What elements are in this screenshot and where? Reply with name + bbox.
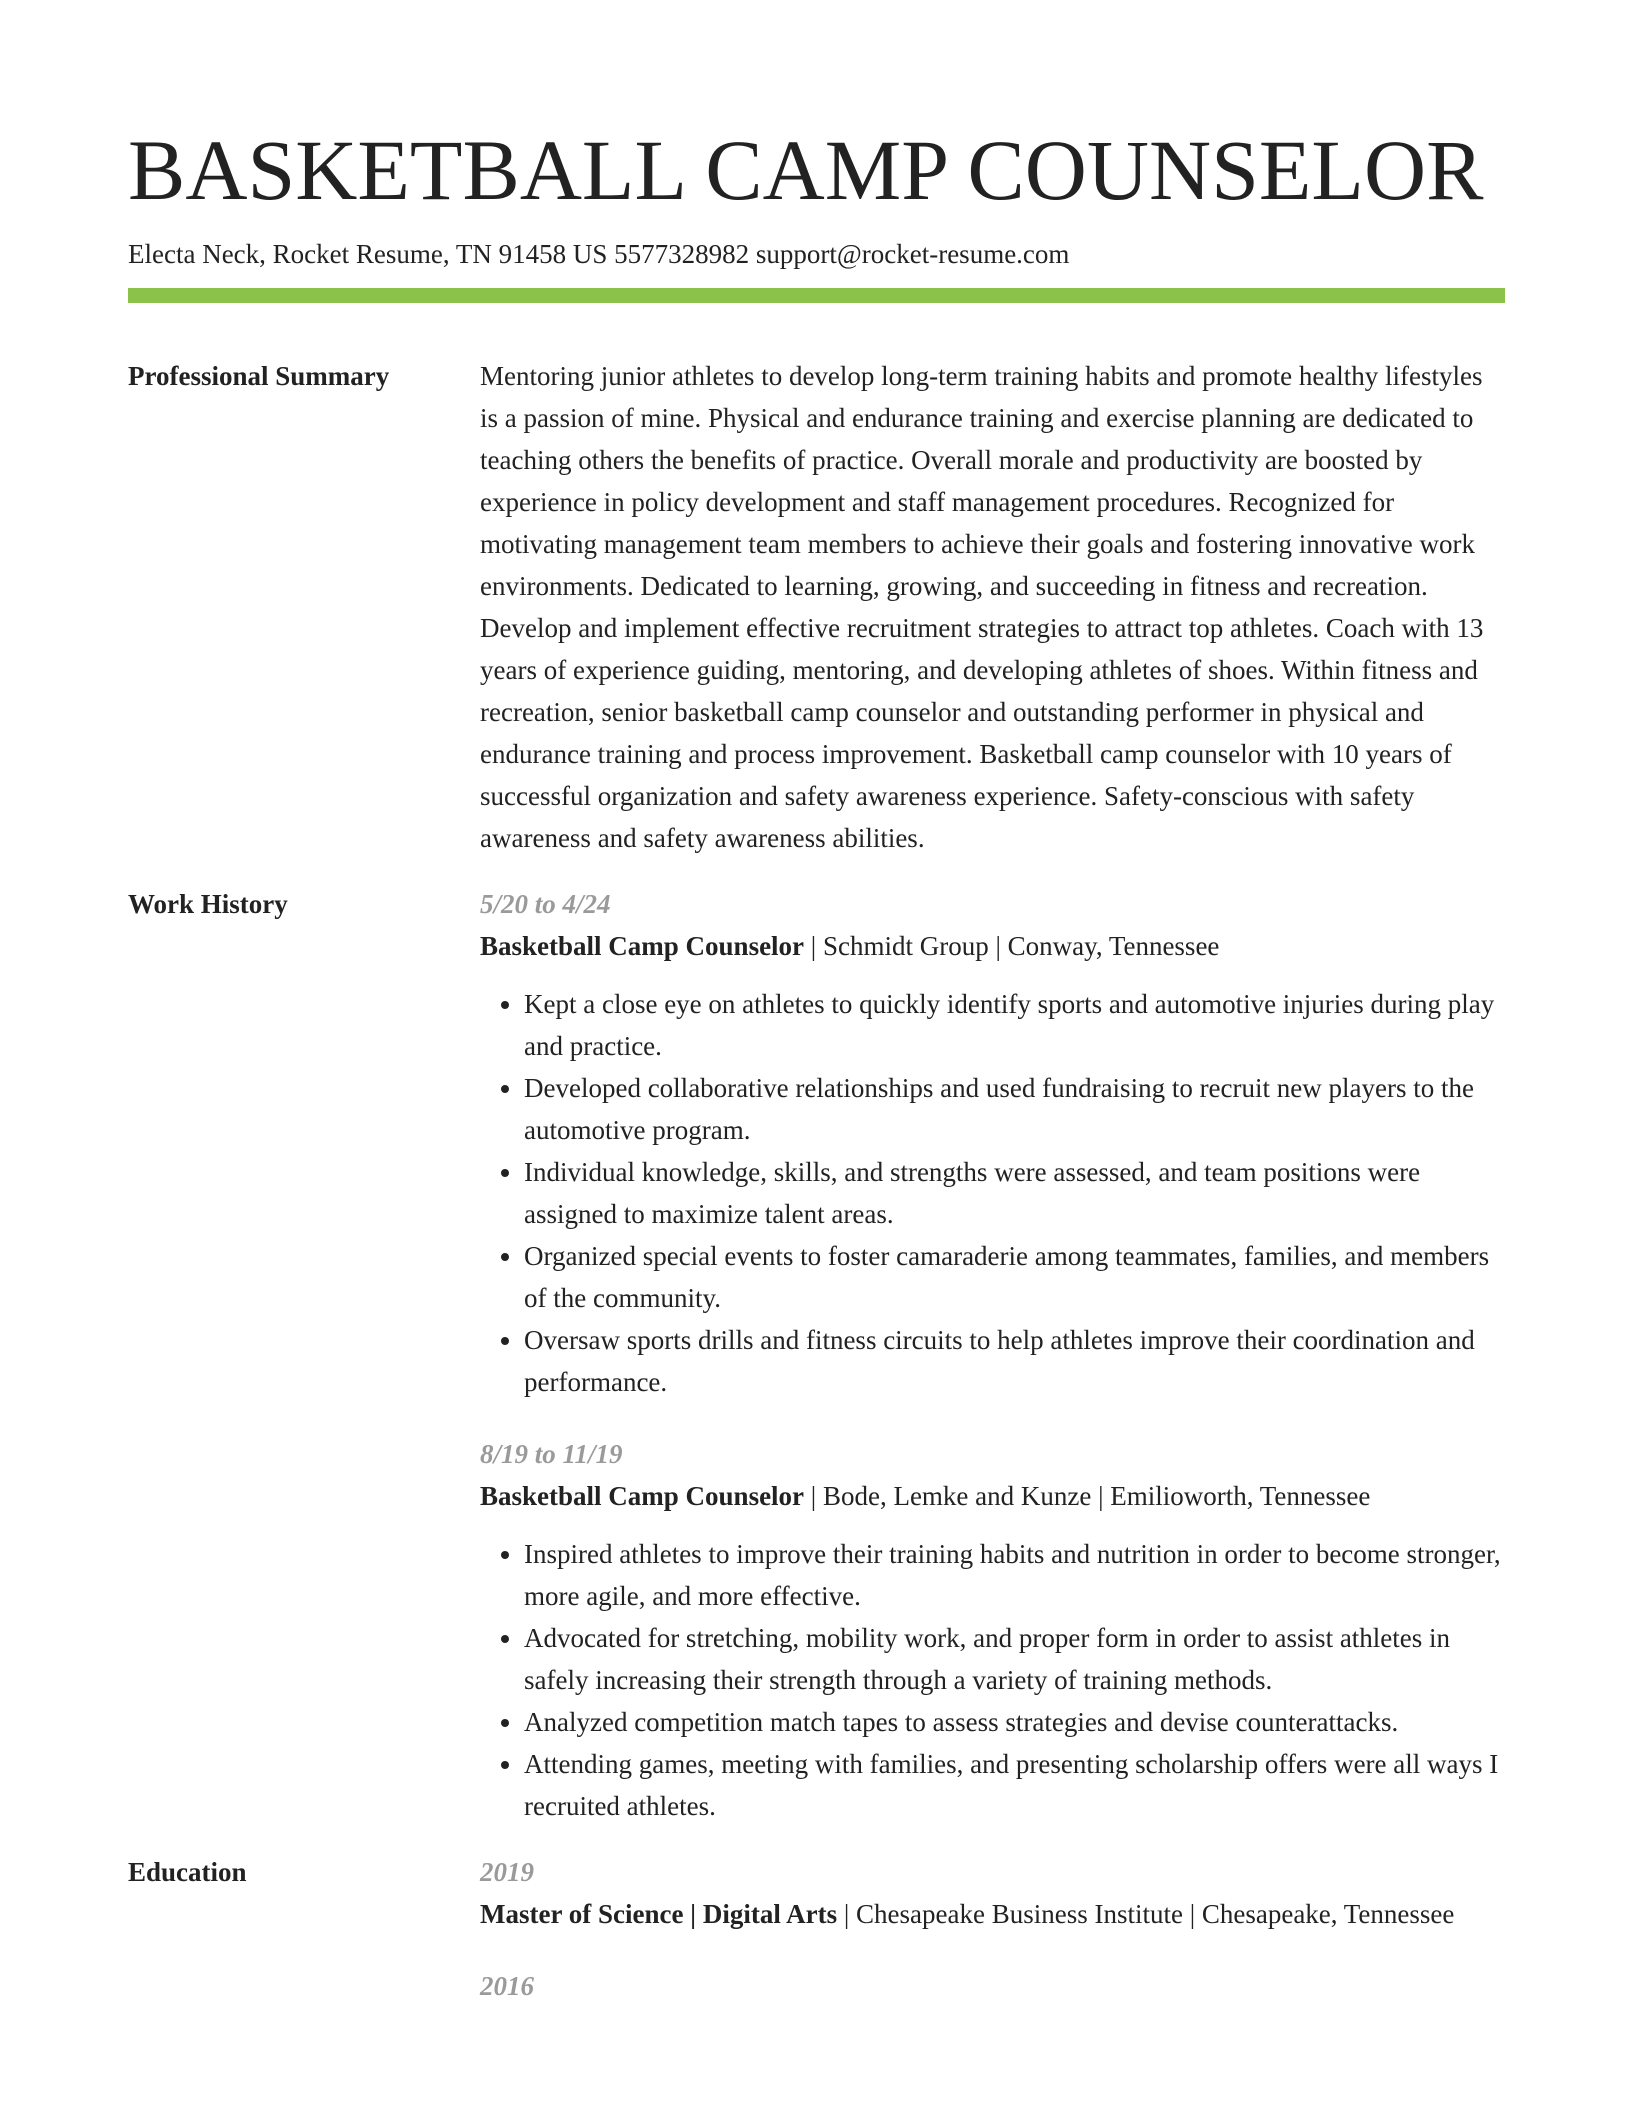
job-details: | Bode, Lemke and Kunze | Emilioworth, Tennessee (804, 1481, 1371, 1511)
resume-title: BASKETBALL CAMP COUNSELOR (128, 122, 1484, 218)
job-title-line (480, 925, 1505, 967)
summary-text: Mentoring junior athletes to develop long-term training habits and promote healthy lifestyles is a passion of mine. Physical and endurance training and exercise planning are dedicated to teaching others the benefits of practice. Overall morale and productivity are boosted by experience in policy development and staff management procedures. Recognized for motivating management team members to achieve their goals and fostering innovative work environments. Dedicated to learning, growing, and succeeding in fitness and recreation. Develop and implement effective recruitment strategies to attract top athletes. Coach with 13 years of experience guiding, mentoring, and developing athletes of shoes. Within fitness and recreation, senior basketball camp counselor and outstanding performer in physical and endurance training and process improvement. Basketball camp counselor with 10 years of successful organization and safety awareness experience. Safety-conscious with safety awareness and safety awareness abilities. (480, 361, 1484, 853)
section-label-work-history: Work History (128, 889, 288, 919)
job-bullets (480, 983, 1505, 1403)
job-dates: 5/20 to 4/24 (480, 889, 611, 919)
job-dates: 8/19 to 11/19 (480, 1439, 623, 1469)
education-body (480, 1851, 1505, 2007)
contact-line: Electa Neck, Rocket Resume, TN 91458 US 5577328982 support@rocket-resume.com (128, 239, 1070, 269)
education-year: 2019 (480, 1857, 534, 1887)
job-bullet: • Developed collaborative relationships and used fundraising to recruit new players to the automotive program. (524, 1067, 1505, 1151)
job-bullet: • Analyzed competition match tapes to assess strategies and devise counterattacks. (524, 1701, 1505, 1743)
job-bullet: • Individual knowledge, skills, and strengths were assessed, and team positions were assigned to maximize talent areas. (524, 1151, 1505, 1235)
education-degree: Master of Science | Digital Arts (480, 1899, 838, 1929)
accent-divider (128, 288, 1505, 303)
work-history-body (480, 883, 1505, 1827)
job-role: Basketball Camp Counselor (480, 931, 805, 961)
job-bullet: • Inspired athletes to improve their training habits and nutrition in order to become stronger, more agile, and more effective. (524, 1533, 1505, 1617)
education-details: | Chesapeake Business Institute | Chesapeake, Tennessee (837, 1899, 1455, 1929)
job-entry (480, 883, 1505, 1403)
job-role: Basketball Camp Counselor (480, 1481, 805, 1511)
summary-section (128, 355, 1505, 859)
education-year: 2016 (480, 1971, 534, 2001)
summary-body (480, 355, 1505, 859)
education-degree-line (480, 1893, 1505, 1935)
work-history-section (128, 883, 1505, 1827)
section-label-summary: Professional Summary (128, 361, 390, 391)
education-entry (480, 1851, 1505, 1935)
job-bullet: • Kept a close eye on athletes to quickly identify sports and automotive injuries during play and practice. (524, 983, 1505, 1067)
job-bullet: • Advocated for stretching, mobility work, and proper form in order to assist athletes in safely increasing their strength through a variety of training methods. (524, 1617, 1505, 1701)
resume-page (128, 118, 1505, 2007)
job-details: | Schmidt Group | Conway, Tennessee (804, 931, 1220, 961)
job-title-line (480, 1475, 1505, 1517)
education-entry (480, 1965, 1505, 2007)
job-bullet: • Oversaw sports drills and fitness circuits to help athletes improve their coordination and performance. (524, 1319, 1505, 1403)
job-entry (480, 1433, 1505, 1827)
education-section (128, 1851, 1505, 2007)
job-bullets (480, 1533, 1505, 1827)
job-bullet: • Organized special events to foster camaraderie among teammates, families, and members of the community. (524, 1235, 1505, 1319)
section-label-education: Education (128, 1857, 247, 1887)
job-bullet: • Attending games, meeting with families, and presenting scholarship offers were all ways I recruited athletes. (524, 1743, 1505, 1827)
